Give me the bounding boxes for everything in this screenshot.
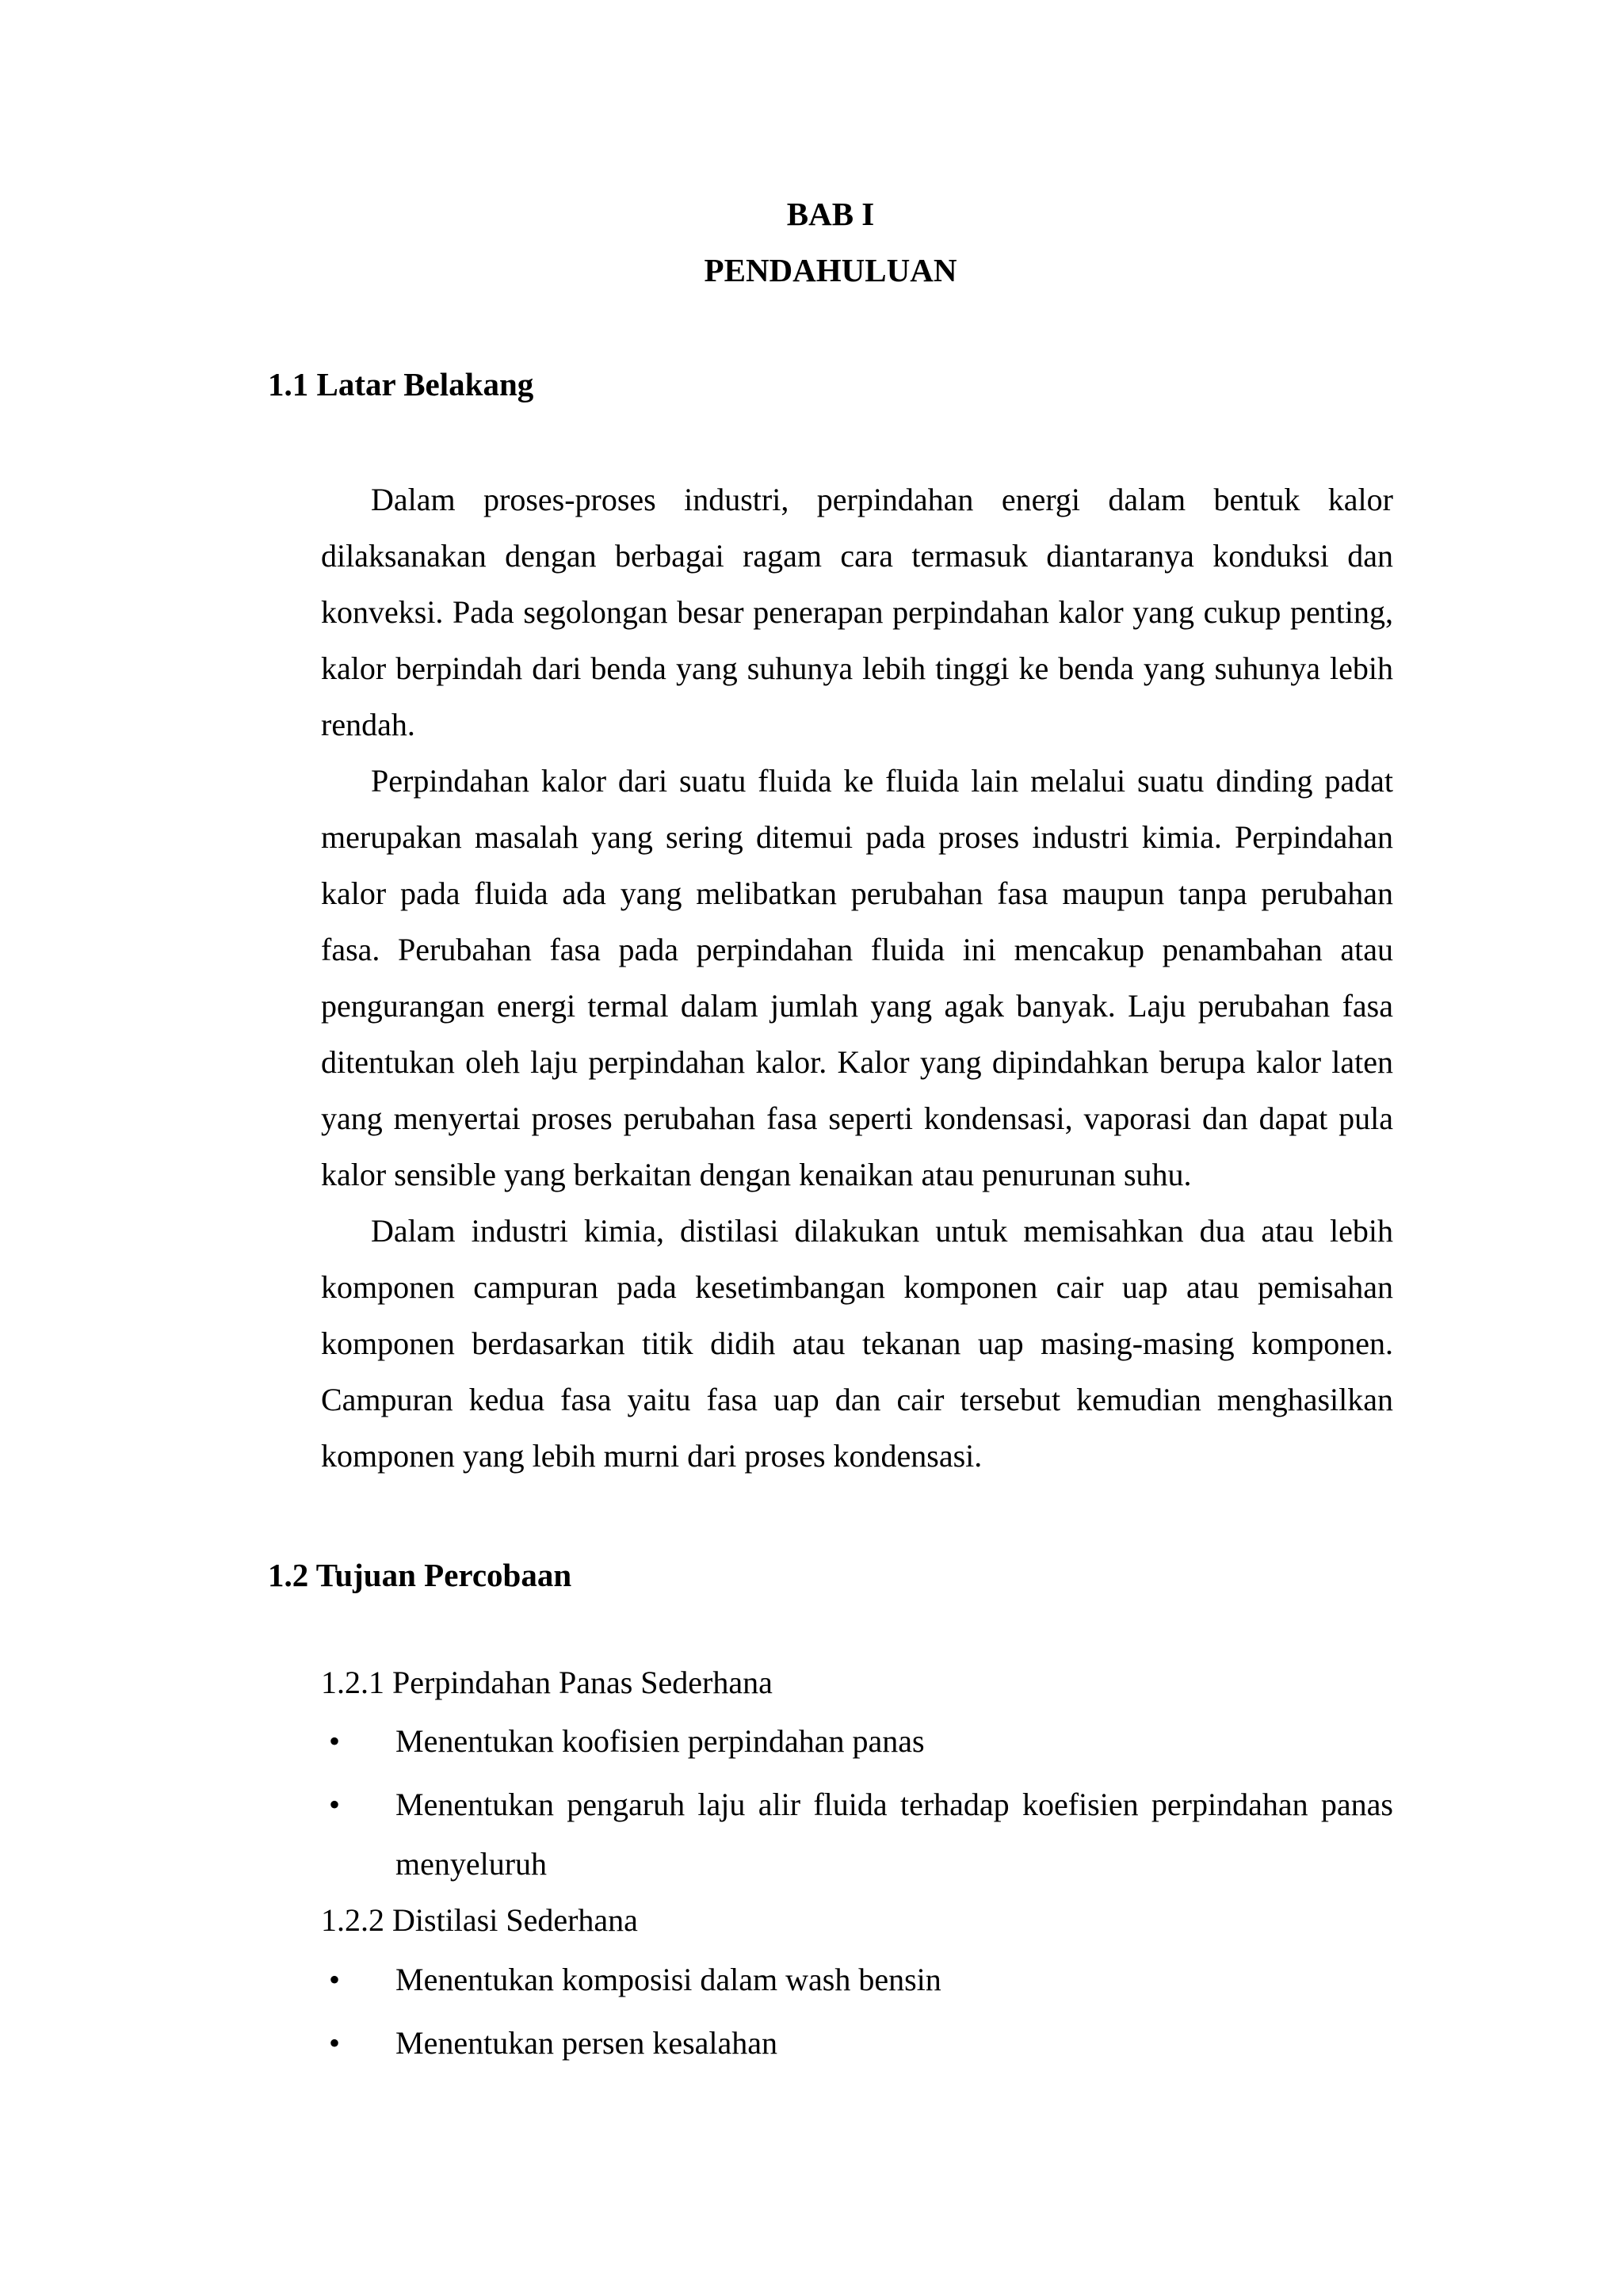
paragraph: Perpindahan kalor dari suatu fluida ke fluida lain melalui suatu dinding padat merupakan masalah yang sering ditemui pada proses industri kimia. Perpindahan kalor pada fluida ada yang melibatkan perubahan fasa maupun tanpa perubahan fasa. Perubahan fasa pada perpindahan fluida ini mencakup penambahan atau pengurangan energi termal dalam jumlah yang agak banyak. Laju perubahan fasa ditentukan oleh laju perpindahan kalor. Kalor yang dipindahkan berupa kalor laten yang menyertai proses perubahan fasa seperti kondensasi, vaporasi dan dapat pula kalor sensible yang berkaitan dengan kenaikan atau penurunan suhu. — [321, 763, 1393, 1192]
bullet-icon: • — [329, 1787, 341, 1822]
paragraph: Dalam industri kimia, distilasi dilakukan untuk memisahkan dua atau lebih komponen campuran pada kesetimbangan komponen cair uap atau pemisahan komponen berdasarkan titik didih atau tekanan uap masing-masing komponen. Campuran kedua fasa yaitu fasa uap dan cair tersebut kemudian menghasilkan komponen yang lebih murni dari proses kondensasi. — [321, 1213, 1393, 1474]
bullet-icon: • — [329, 2025, 341, 2061]
list-item-text: Menentukan persen kesalahan — [395, 2025, 778, 2061]
section-heading-latar-belakang: 1.1 Latar Belakang — [268, 366, 534, 402]
paragraph: Dalam proses-proses industri, perpindahan energi dalam bentuk kalor dilaksanakan dengan berbagai ragam cara termasuk diantaranya konduksi dan konveksi. Pada segolongan besar penerapan perpindahan kalor yang cukup penting, kalor berpindah dari benda yang suhunya lebih tinggi ke benda yang suhunya lebih rendah. — [321, 482, 1393, 742]
bullet-icon: • — [329, 1962, 341, 1997]
subsection-heading-perpindahan-panas: 1.2.1 Perpindahan Panas Sederhana — [321, 1665, 773, 1700]
subsection-heading-distilasi: 1.2.2 Distilasi Sederhana — [321, 1902, 638, 1938]
list-item — [321, 2013, 1393, 2073]
list-item — [321, 1775, 1393, 1894]
bullet-icon: • — [329, 1723, 341, 1759]
list-item-text: Menentukan koofisien perpindahan panas — [395, 1723, 925, 1759]
list-item-text: Menentukan komposisi dalam wash bensin — [395, 1962, 941, 1997]
section-heading-tujuan-percobaan: 1.2 Tujuan Percobaan — [268, 1557, 572, 1593]
background-text — [321, 471, 1393, 1484]
list-item — [321, 1711, 1393, 1771]
chapter-title: PENDAHULUAN — [704, 252, 957, 288]
list-item — [321, 1950, 1393, 2009]
chapter-number: BAB I — [786, 196, 875, 232]
list-item-text: Menentukan pengaruh laju alir fluida terhadap koefisien perpindahan panas menyeluruh — [395, 1787, 1393, 1882]
